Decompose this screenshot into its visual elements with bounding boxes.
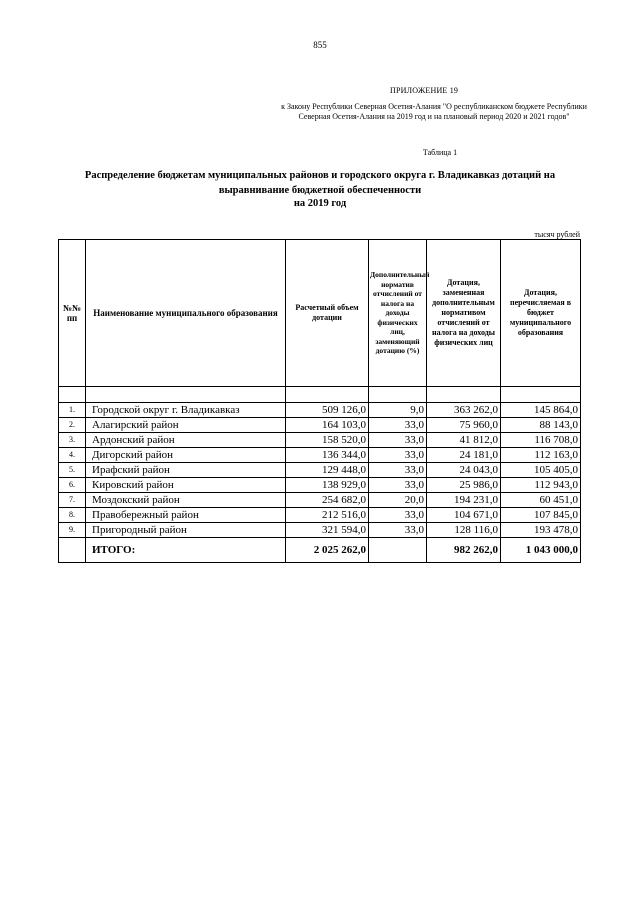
row-norm: 33,0: [369, 448, 427, 463]
row-name: Правобережный район: [86, 508, 286, 523]
row-calc: 138 929,0: [286, 478, 369, 493]
total-number: [59, 538, 86, 563]
row-calc: 509 126,0: [286, 403, 369, 418]
document-year: на 2019 год: [293, 198, 347, 209]
row-number: 7.: [59, 493, 86, 508]
row-replaced: 75 960,0: [427, 418, 501, 433]
table-label: Таблица 1: [422, 148, 458, 157]
header-num: №№ пп: [59, 240, 86, 387]
row-calc: 212 516,0: [286, 508, 369, 523]
row-norm: 33,0: [369, 523, 427, 538]
row-replaced: 363 262,0: [427, 403, 501, 418]
row-transferred: 105 405,0: [501, 463, 581, 478]
row-norm: 9,0: [369, 403, 427, 418]
row-norm: 33,0: [369, 478, 427, 493]
header-name: Наименование муниципального образования: [86, 240, 286, 387]
table-row: [59, 433, 581, 448]
row-calc: 321 594,0: [286, 523, 369, 538]
row-transferred: 116 708,0: [501, 433, 581, 448]
header-transferred: Дотация, перечисляемая в бюджет муниципального образования: [501, 240, 581, 387]
table-row: [59, 478, 581, 493]
row-calc: 129 448,0: [286, 463, 369, 478]
row-number: 9.: [59, 523, 86, 538]
row-name: Пригородный район: [86, 523, 286, 538]
row-replaced: 25 986,0: [427, 478, 501, 493]
table-body: [59, 387, 581, 563]
row-number: 1.: [59, 403, 86, 418]
table-header-row: [59, 240, 581, 387]
row-calc: 254 682,0: [286, 493, 369, 508]
row-norm: 33,0: [369, 508, 427, 523]
total-norm: [369, 538, 427, 563]
spacer-cell: [286, 387, 369, 403]
row-transferred: 88 143,0: [501, 418, 581, 433]
row-number: 4.: [59, 448, 86, 463]
table-row: [59, 508, 581, 523]
row-replaced: 104 671,0: [427, 508, 501, 523]
header-calc: Расчетный объем дотации: [286, 240, 369, 387]
row-calc: 158 520,0: [286, 433, 369, 448]
row-name: Ардонский район: [86, 433, 286, 448]
row-replaced: 194 231,0: [427, 493, 501, 508]
spacer-row: [59, 387, 581, 403]
row-replaced: 24 043,0: [427, 463, 501, 478]
spacer-cell: [369, 387, 427, 403]
appendix-text: к Закону Республики Северная Осетия-Алания "О республиканском бюджете Республики Северная Осетия-Алания на 2019 год и на плановый период 2020 и 2021 годов": [281, 102, 587, 121]
spacer-cell: [59, 387, 86, 403]
header-replaced: Дотация, замененная дополнительным нормативом отчислений от налога на доходы физических лиц: [427, 240, 501, 387]
row-replaced: 128 116,0: [427, 523, 501, 538]
table-row: [59, 523, 581, 538]
row-transferred: 107 845,0: [501, 508, 581, 523]
row-replaced: 24 181,0: [427, 448, 501, 463]
row-number: 3.: [59, 433, 86, 448]
row-calc: 164 103,0: [286, 418, 369, 433]
row-name: Ирафский район: [86, 463, 286, 478]
row-replaced: 41 812,0: [427, 433, 501, 448]
total-row: [59, 538, 581, 563]
row-norm: 33,0: [369, 433, 427, 448]
row-norm: 33,0: [369, 418, 427, 433]
page-number: 855: [313, 40, 327, 50]
row-number: 6.: [59, 478, 86, 493]
table-row: [59, 463, 581, 478]
row-transferred: 145 864,0: [501, 403, 581, 418]
total-calc: 2 025 262,0: [286, 538, 369, 563]
document-title: Распределение бюджетам муниципальных районов и городского округа г. Владикавказ дотаций на выравнивание бюджетной обеспеченности: [84, 170, 556, 196]
row-name: Моздокский район: [86, 493, 286, 508]
total-replaced: 982 262,0: [427, 538, 501, 563]
header-norm: Дополнительный норматив отчислений от налога на доходы физических лиц, заменяющий дотацию (%): [369, 240, 427, 387]
row-number: 5.: [59, 463, 86, 478]
table-row: [59, 403, 581, 418]
table-row: [59, 493, 581, 508]
spacer-cell: [86, 387, 286, 403]
row-norm: 33,0: [369, 463, 427, 478]
row-number: 2.: [59, 418, 86, 433]
row-name: Алагирский район: [86, 418, 286, 433]
table-row: [59, 418, 581, 433]
subsidy-table: [58, 239, 581, 563]
row-number: 8.: [59, 508, 86, 523]
row-transferred: 60 451,0: [501, 493, 581, 508]
row-name: Городской округ г. Владикавказ: [86, 403, 286, 418]
row-transferred: 112 163,0: [501, 448, 581, 463]
units-label: тысяч рублей: [534, 230, 580, 239]
row-norm: 20,0: [369, 493, 427, 508]
spacer-cell: [427, 387, 501, 403]
row-name: Дигорский район: [86, 448, 286, 463]
row-transferred: 193 478,0: [501, 523, 581, 538]
total-label: ИТОГО:: [86, 538, 286, 563]
row-transferred: 112 943,0: [501, 478, 581, 493]
total-transferred: 1 043 000,0: [501, 538, 581, 563]
spacer-cell: [501, 387, 581, 403]
row-name: Кировский район: [86, 478, 286, 493]
row-calc: 136 344,0: [286, 448, 369, 463]
appendix-title: ПРИЛОЖЕНИЕ 19: [390, 86, 459, 95]
table-row: [59, 448, 581, 463]
